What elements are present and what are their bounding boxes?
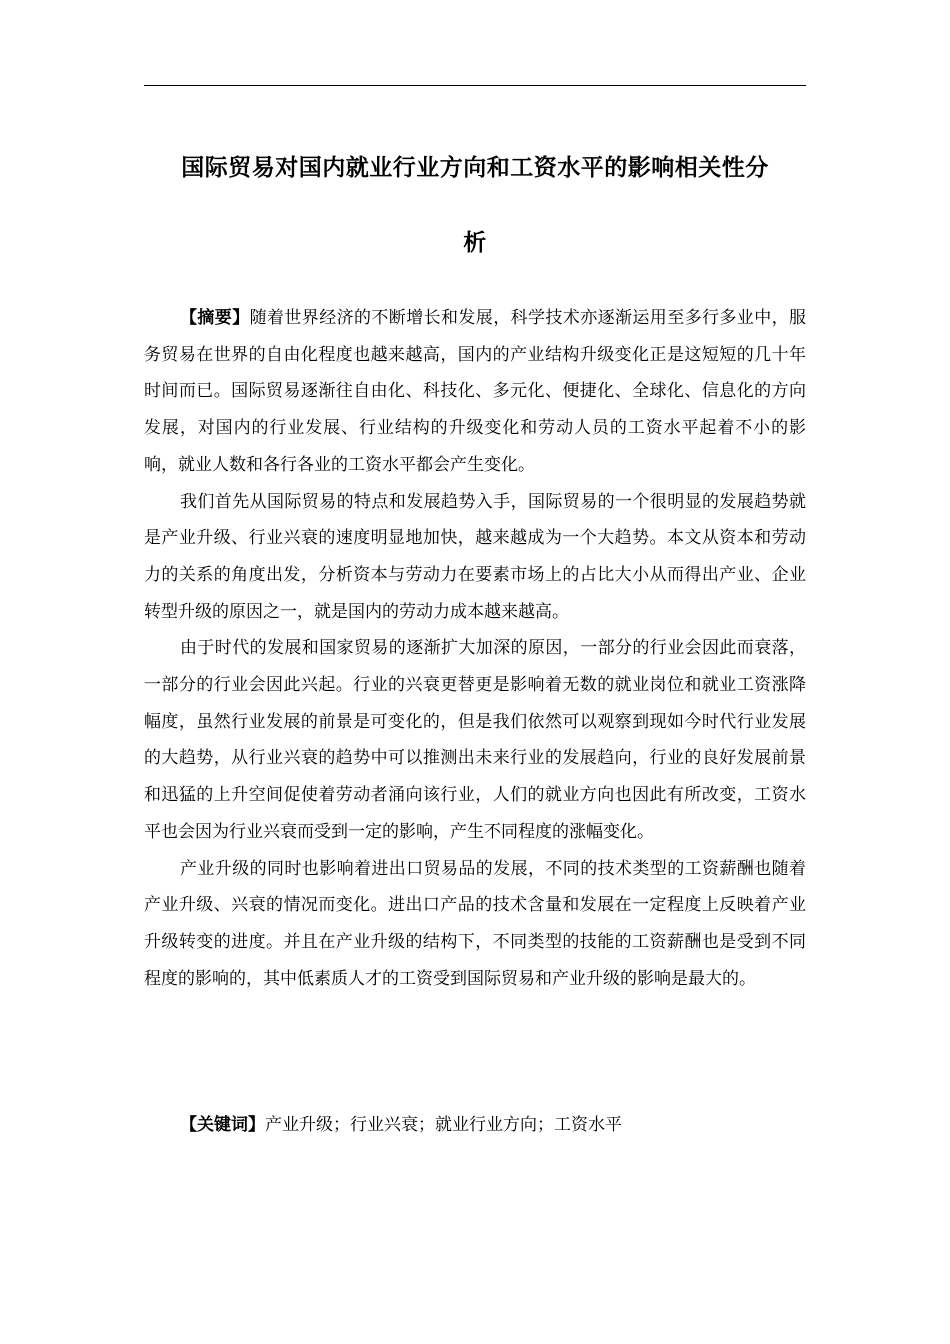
title-line-2: 析 [463, 230, 487, 256]
keywords-label: 【关键词】 [180, 1115, 265, 1135]
abstract-paragraph-1-text: 随着世界经济的不断增长和发展，科学技术亦逐渐运用至多行多业中，服务贸易在世界的自由化程度也越来越高，国内的产业结构升级变化正是这短短的几十年时间而已。国际贸易逐渐往自由化、科技化、多元化、便捷化、全球化、信息化的方向发展，对国内的行业发展、行业结构的升级变化和劳动人员的工资水平起着不小的影响，就业人数和各行各业的工资水平都会产生变化。 [144, 308, 807, 475]
abstract-paragraph-3: 由于时代的发展和国家贸易的逐渐扩大加深的原因，一部分的行业会因此而衰落，一部分的行业会因此兴起。行业的兴衰更替更是影响着无数的就业岗位和就业工资涨降幅度，虽然行业发展的前景是可变化的，但是我们依然可以观察到现如今时代行业发展的大趋势，从行业兴衰的趋势中可以推测出未来行业的发展趋向，行业的良好发展前景和迅猛的上升空间促使着劳动者涌向该行业，人们的就业方向也因此有所改变，工资水平也会因为行业兴衰而受到一定的影响，产生不同程度的涨幅变化。 [144, 638, 806, 842]
abstract-paragraph-1 [144, 300, 806, 484]
document-title [144, 145, 806, 266]
abstract-paragraph-2: 我们首先从国际贸易的特点和发展趋势入手，国际贸易的一个很明显的发展趋势就是产业升级、行业兴衰的速度明显地加快，越来越成为一个大趋势。本文从资本和劳动力的关系的角度出发，分析资本与劳动力在要素市场上的占比大小从而得出产业、企业转型升级的原因之一，就是国内的劳动力成本越来越高。 [144, 491, 806, 622]
title-line-1: 国际贸易对国内就业行业方向和工资水平的影响相关性分 [181, 155, 769, 181]
keywords-line [180, 1108, 806, 1142]
keywords-text: 产业升级；行业兴衰；就业行业方向；工资水平 [265, 1115, 622, 1135]
abstract-label: 【摘要】 [180, 308, 250, 328]
header-rule [144, 85, 806, 86]
abstract-section [144, 300, 806, 997]
abstract-paragraph-4: 产业升级的同时也影响着进出口贸易品的发展，不同的技术类型的工资薪酬也随着产业升级、兴衰的情况而变化。进出口产品的技术含量和发展在一定程度上反映着产业升级转变的进度。并且在产业升级的结构下，不同类型的技能的工资薪酬也是受到不同程度的影响的，其中低素质人才的工资受到国际贸易和产业升级的影响是最大的。 [144, 858, 806, 989]
